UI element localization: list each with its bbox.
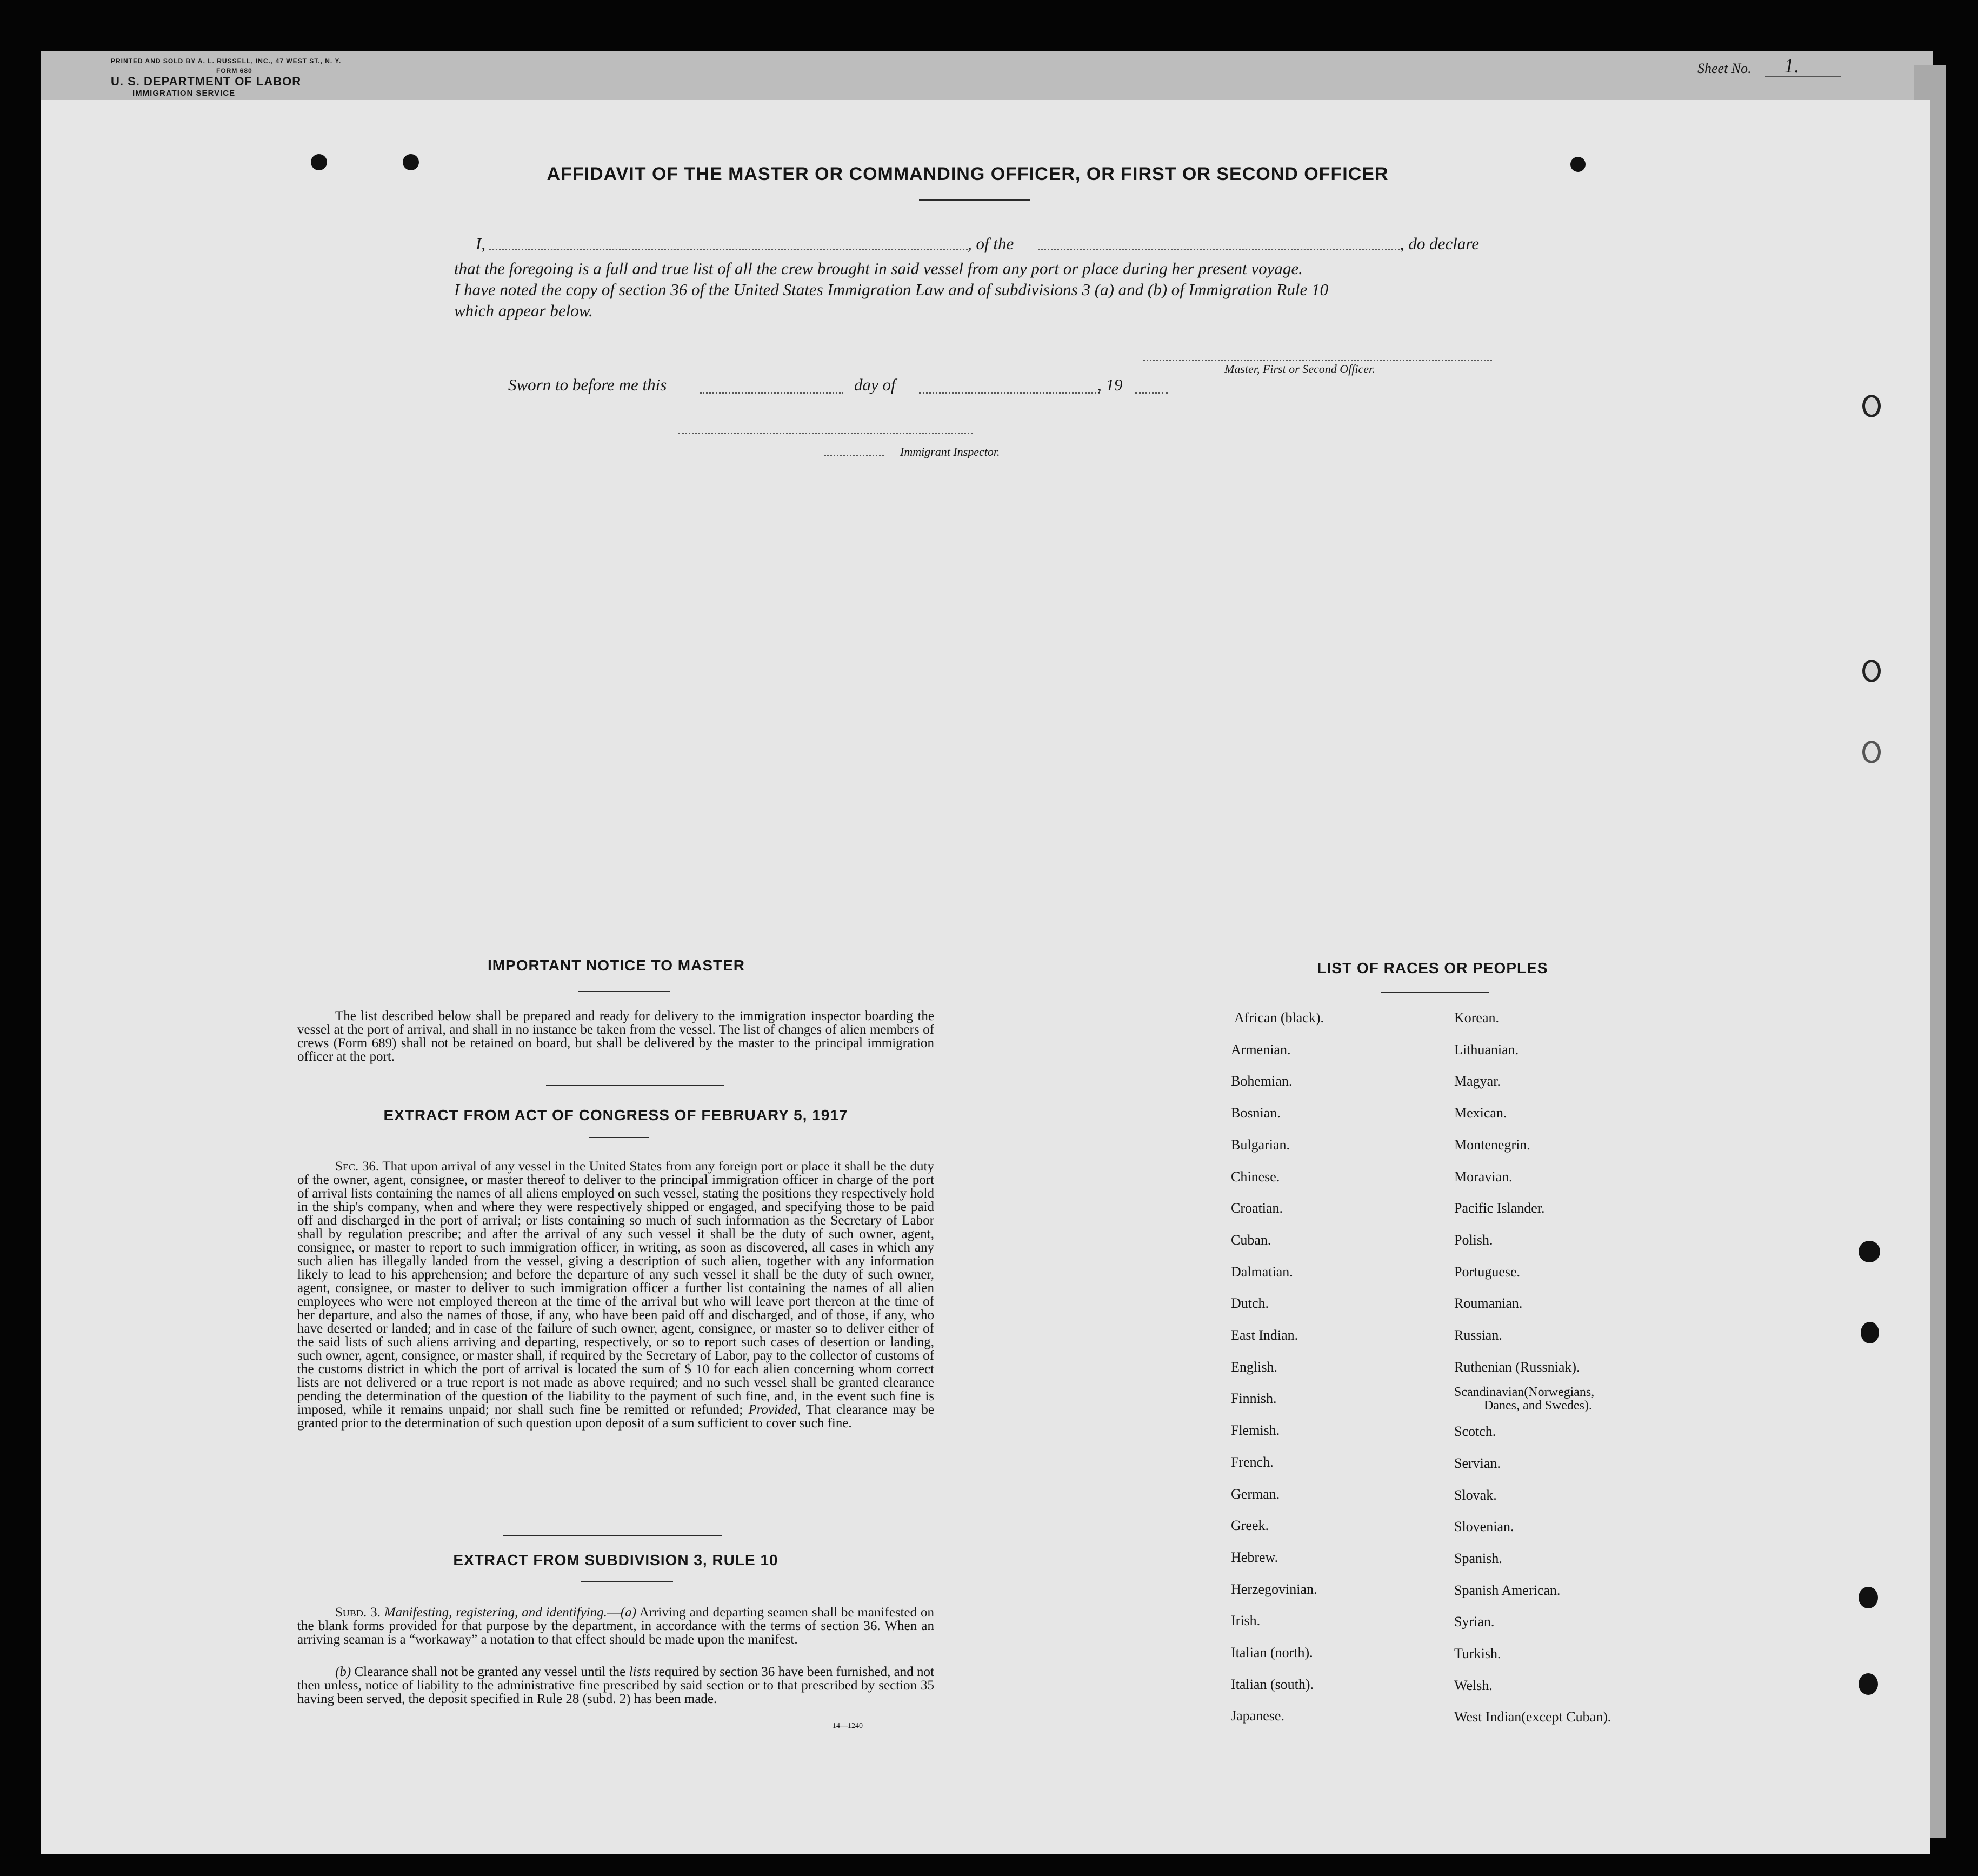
- race-item: Spanish.: [1454, 1550, 1502, 1566]
- provided-label: Provided,: [748, 1402, 801, 1417]
- punch-hole: [403, 154, 419, 170]
- race-item: Portuguese.: [1454, 1263, 1521, 1280]
- sec-36-body: That upon arrival of any vessel in the United States from any foreign port or place it shall be the duty of the owner, agent, consignee, or master thereof to deliver to the principal immigration officer in charge of the port of arrival lists containing the names of all aliens employed on such vessel, stating the positions they respectively hold in the ship's company, when and where they were respectively shipped or engaged, and specifying those to be paid off and discharged in the port of arrival; or lists containing so much of such information as the Secretary of Labor shall by regulation prescribe; and after the arrival of any such vessel it shall be the duty of such owner, agent, consignee, or master to report to such immigration officer, in writing, as soon as discovered, all cases in which any such alien has illegally landed from the vessel, giving a description of such alien, together with any information likely to lead to his apprehension; and before the departure of any such vessel it shall be the duty of such owner, agent, consignee, or master to deliver to such immigration officer a further list containing the names of all alien employees who were not employed thereon at the time of the arrival but who will leave port thereon at the time of her departure, and also the names of those, if any, who have been paid off and discharged, and of those, if any, who have deserted or landed; and in case of the failure of such owner, agent, consignee, or master so to deliver either of the said lists of such aliens arriving and departing, respectively, or so to report such cases of desertion or landing, such owner, agent, consignee, or master shall, if required by the Secretary of Labor, pay to the collector of customs of the customs district in which the port of arrival is located the sum of $ 10 for each alien concerning whom correct lists are not delivered or a true report is not made as above required; and no such vessel shall be granted clearance pending the determination of the question of the liability to the payment of such fine, and, in the event such fine is imposed, while it remains unpaid; nor shall such fine be remitted or refunded;: [297, 1159, 934, 1417]
- race-item: English.: [1231, 1359, 1277, 1375]
- sheet-number-value: 1.: [1784, 55, 1800, 77]
- race-item: Korean.: [1454, 1010, 1500, 1026]
- extract-act-title: EXTRACT FROM ACT OF CONGRESS OF FEBRUARY 5, 1917: [383, 1107, 848, 1123]
- day-of-label: day of: [854, 375, 896, 394]
- race-item: Bosnian.: [1231, 1105, 1281, 1121]
- race-item: Bulgarian.: [1231, 1136, 1290, 1153]
- sheet-number-label: Sheet No.: [1697, 61, 1751, 76]
- para-b-start: Clearance shall not be granted any vessel until the: [354, 1665, 626, 1679]
- affidavit-title: AFFIDAVIT OF THE MASTER OR COMMANDING OFFICER, OR FIRST OR SECOND OFFICER: [547, 164, 1389, 184]
- extract-rule-title: EXTRACT FROM SUBDIVISION 3, RULE 10: [453, 1552, 778, 1568]
- race-item: Danes, and Swedes).: [1484, 1399, 1592, 1413]
- race-item: Japanese.: [1231, 1708, 1284, 1724]
- races-title-rule: [1381, 992, 1489, 993]
- binder-ring: [1862, 741, 1881, 763]
- race-item: Ruthenian (Russniak).: [1454, 1359, 1580, 1375]
- sec-36-body-end: That clearance may be granted prior to the determination of such question upon deposit of a sum sufficient to cover such fine.: [297, 1402, 934, 1431]
- race-item: Bohemian.: [1231, 1073, 1293, 1089]
- race-item: Cuban.: [1231, 1232, 1271, 1248]
- binder-hole: [1861, 1322, 1879, 1343]
- affidavit-i-label: I,: [476, 234, 486, 253]
- inspector-dots: [824, 455, 884, 456]
- affidavit-line-2: I have noted the copy of section 36 of the United States Immigration Law and of subdivisions 3 (a) and (b) of Immigration Rule 10: [454, 280, 1328, 299]
- extract-rule-title-rule: [581, 1581, 673, 1582]
- race-item: Finnish.: [1231, 1391, 1277, 1407]
- subd-3-para-b: [297, 1665, 934, 1706]
- affidavit-name-field: [489, 249, 968, 250]
- sworn-month-field: [919, 392, 1100, 394]
- para-b-end: required by section 36 have been furnished, and not then unless, notice of liability to the administrative fine prescribed by said section or to that prescribed by section 35 having been served, the deposit specified in Rule 28 (subd. 2) has been made.: [297, 1665, 935, 1706]
- subd-3-label: Subd. 3.: [335, 1605, 381, 1620]
- officer-signature-label: Master, First or Second Officer.: [1224, 362, 1375, 376]
- race-item: West Indian(except Cuban).: [1454, 1709, 1611, 1725]
- extract-act-divider: [503, 1535, 722, 1536]
- para-b-lists: lists: [629, 1665, 651, 1679]
- sec-36-label: Sec. 36.: [335, 1159, 379, 1174]
- binder-hole: [1859, 1673, 1878, 1695]
- para-a-text: Arriving and departing seamen shall be manifested on the blank forms provided for that purpose by the department, in accordance with the terms of section 36. When an arriving seaman is a “workaway” a notation to that effect should be made upon the manifest.: [297, 1605, 934, 1647]
- race-item: Russian.: [1454, 1327, 1502, 1343]
- race-item: Pacific Islander.: [1454, 1200, 1545, 1216]
- race-item: Servian.: [1454, 1455, 1501, 1471]
- binder-ring: [1862, 395, 1881, 417]
- punch-hole: [1570, 157, 1586, 172]
- binder-hole: [1859, 1587, 1878, 1608]
- inspector-signature-field: [678, 433, 973, 434]
- form-number: FORM 680: [216, 67, 252, 75]
- race-item: Dalmatian.: [1231, 1263, 1293, 1280]
- sworn-day-field: [700, 392, 843, 394]
- subd-3-para-a: Subd. 3. Manifesting, registering, and identifying.—(a) Arriving and departing seamen shall be manifested on the blank forms provided for that purpose by the department, in accordance with the terms of section 36. When an arriving seaman is a “workaway” a notation to that effect should be made upon the manifest.: [297, 1605, 934, 1647]
- race-item: Flemish.: [1231, 1422, 1280, 1439]
- affidavit-of-the-label: , of the: [968, 234, 1014, 253]
- race-item: Lithuanian.: [1454, 1041, 1519, 1057]
- race-item: Polish.: [1454, 1232, 1493, 1248]
- race-item: Spanish American.: [1454, 1582, 1561, 1598]
- officer-signature-field: [1143, 360, 1492, 361]
- printer-code: 14—1240: [833, 1722, 863, 1730]
- notice-divider: [546, 1085, 724, 1086]
- notice-text: The list described below shall be prepared and ready for delivery to the immigration inspector boarding the vessel at the port of arrival, and shall in no instance be taken from the vessel. The list of changes of alien members of crews (Form 689) shall not be retained on board, but shall be delivered by the master to the principal immigration officer at the port.: [297, 1009, 934, 1064]
- affidavit-line-1: that the foregoing is a full and true list of all the crew brought in said vessel from any port or place during her present voyage.: [454, 259, 1303, 278]
- para-b-label: (b): [335, 1665, 351, 1679]
- race-item: German.: [1231, 1486, 1280, 1502]
- race-item: Dutch.: [1231, 1295, 1269, 1312]
- race-item: Scotch.: [1454, 1423, 1496, 1440]
- race-item: Herzegovinian.: [1231, 1581, 1317, 1597]
- race-item: Hebrew.: [1231, 1549, 1278, 1565]
- affidavit-declare-label: , do declare: [1400, 234, 1480, 253]
- notice-title-rule: [578, 991, 670, 992]
- department-label: U. S. DEPARTMENT OF LABOR: [111, 75, 302, 88]
- race-item: Turkish.: [1454, 1646, 1501, 1661]
- form-sheet: [41, 100, 1930, 1854]
- extract-act-title-rule: [589, 1137, 649, 1138]
- race-item: Magyar.: [1454, 1073, 1501, 1089]
- sworn-label: Sworn to before me this: [508, 375, 667, 394]
- binder-hole: [1859, 1241, 1880, 1262]
- service-label: IMMIGRATION SERVICE: [132, 89, 236, 98]
- race-item: Mexican.: [1454, 1105, 1507, 1121]
- races-title: LIST OF RACES OR PEOPLES: [1317, 960, 1548, 976]
- race-item: Chinese.: [1231, 1168, 1280, 1185]
- race-item: Irish.: [1231, 1613, 1261, 1629]
- sheet-number-line: [1765, 76, 1841, 77]
- race-item: Slovenian.: [1454, 1519, 1514, 1535]
- race-item: Welsh.: [1454, 1677, 1493, 1693]
- race-item: Italian (north).: [1231, 1645, 1313, 1660]
- affidavit-line-3: which appear below.: [454, 301, 593, 320]
- subd-3-heading: Manifesting, registering, and identifying.: [384, 1605, 607, 1620]
- race-item: Roumanian.: [1454, 1295, 1523, 1312]
- year-label: , 19: [1097, 375, 1123, 394]
- race-item: Syrian.: [1454, 1614, 1495, 1630]
- affidavit-title-rule: [919, 199, 1030, 201]
- sworn-year-field: [1135, 392, 1168, 394]
- affidavit-vessel-field: [1038, 249, 1403, 250]
- race-item: Moravian.: [1454, 1168, 1513, 1185]
- binder-ring: [1862, 660, 1881, 682]
- race-item: Montenegrin.: [1454, 1136, 1530, 1153]
- printer-line: PRINTED AND SOLD BY A. L. RUSSELL, INC., 47 WEST ST., N. Y.: [111, 57, 342, 65]
- race-item: Italian (south).: [1231, 1676, 1314, 1692]
- extract-act-text: [297, 1160, 934, 1430]
- race-item: Croatian.: [1231, 1200, 1283, 1216]
- race-item: French.: [1231, 1454, 1274, 1470]
- para-a-label: (a): [620, 1605, 637, 1620]
- race-item: Armenian.: [1231, 1041, 1291, 1057]
- race-item: East Indian.: [1231, 1327, 1298, 1343]
- inspector-label: Immigrant Inspector.: [900, 445, 1000, 458]
- race-item: Greek.: [1231, 1518, 1269, 1534]
- notice-title: IMPORTANT NOTICE TO MASTER: [487, 957, 745, 974]
- race-item: African (black).: [1234, 1010, 1324, 1026]
- race-item: Slovak.: [1454, 1487, 1497, 1503]
- punch-hole: [311, 154, 327, 170]
- race-item: Scandinavian(Norwegians,: [1454, 1385, 1595, 1399]
